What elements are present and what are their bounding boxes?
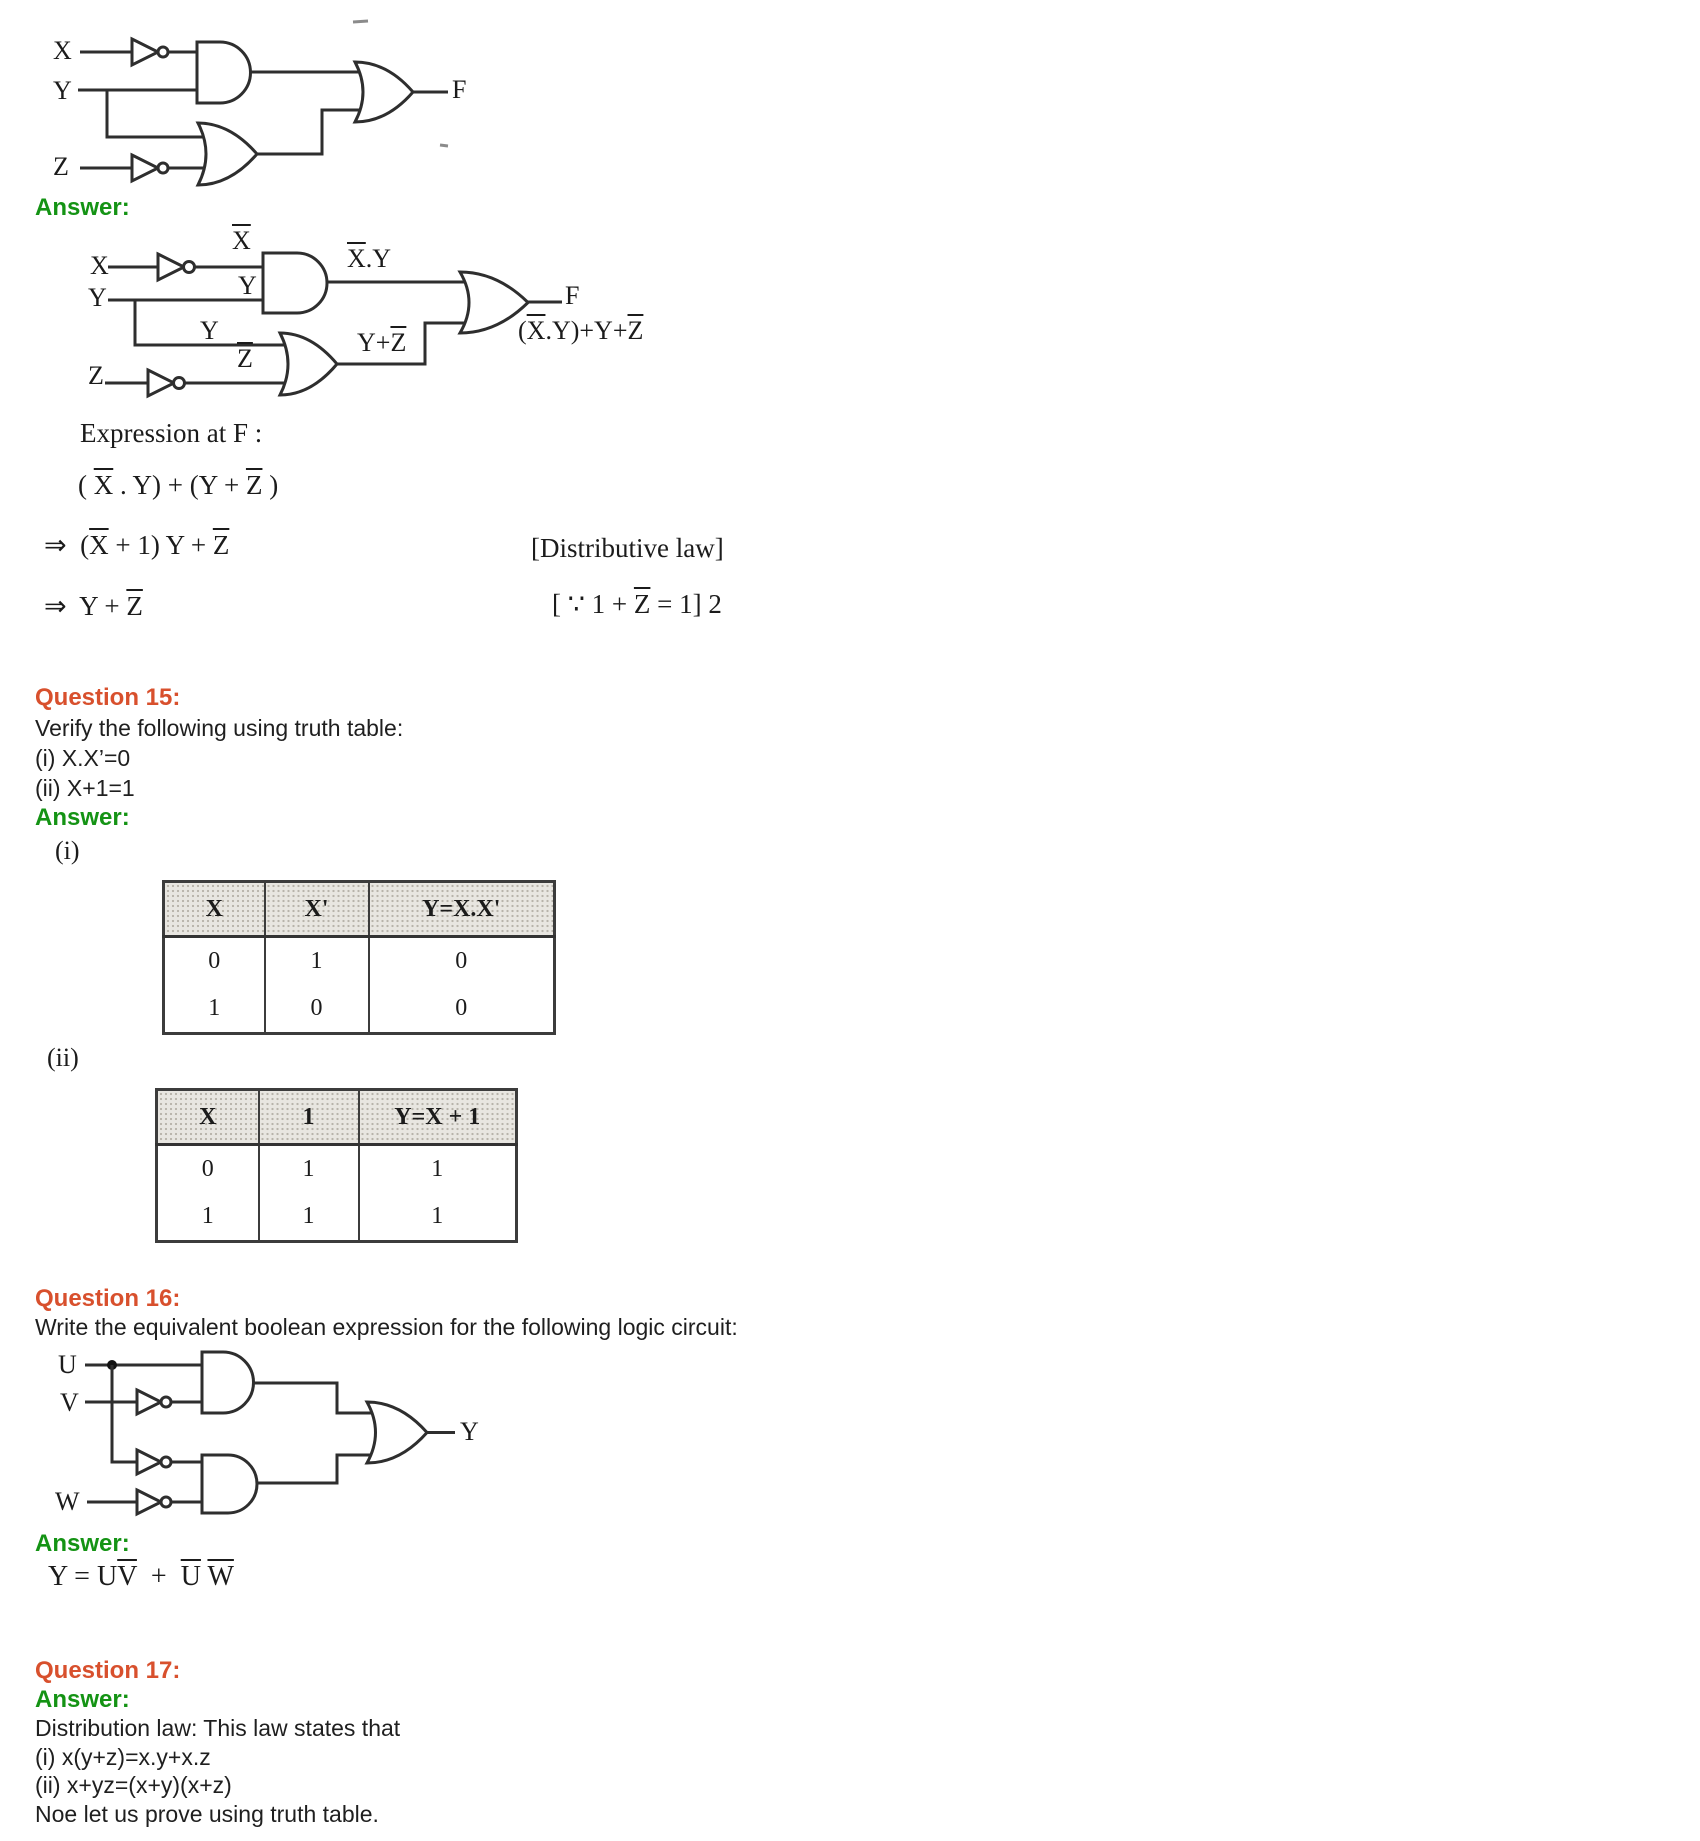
not-gate <box>137 1490 161 1514</box>
overlined-term: $\overline{X}$ <box>232 226 251 255</box>
overlined-term: $\overline{W}$ <box>207 1561 234 1592</box>
wire-and2-out <box>257 1455 382 1483</box>
q17-body-line: Noe let us prove using truth table. <box>35 1800 379 1827</box>
label-y-branch: Y <box>200 316 219 345</box>
question-16-heading: Question 16: <box>35 1285 181 1312</box>
overlined-term: $\overline{Z}$ <box>237 344 253 373</box>
truth-table-x-plus-1 <box>155 1088 518 1243</box>
term: = 1] 2 <box>650 589 722 619</box>
overlined-term: $\overline{Z}$ <box>212 530 230 560</box>
overlined-term: $\overline{Z}$ <box>390 328 407 357</box>
table-cell: 1 <box>259 1145 359 1194</box>
label-and-output <box>347 244 391 274</box>
overlined-term: $\overline{X}$ <box>89 530 109 560</box>
not-gate <box>132 39 158 65</box>
column-header: X <box>157 1090 259 1145</box>
table-cell: 0 <box>164 937 265 986</box>
answer-heading: Answer: <box>35 1530 130 1557</box>
term: ⇒ Y + <box>44 591 127 621</box>
term: ( <box>518 316 527 345</box>
output-label-f: F <box>565 281 580 310</box>
logic-circuit-solved <box>80 225 700 410</box>
scan-artifact <box>440 145 448 146</box>
part-ii-label: (ii) <box>47 1043 79 1072</box>
table-row <box>157 1145 517 1194</box>
table-cell: 1 <box>431 1203 444 1229</box>
input-label-z: Z <box>53 152 69 181</box>
table-header-row <box>164 882 555 937</box>
term: .Y <box>365 244 392 273</box>
logic-circuit-q16 <box>50 1345 490 1523</box>
question-16-block <box>35 1285 738 1341</box>
label-y-upper: Y <box>238 271 257 300</box>
q17-body-line: (ii) x+yz=(x+y)(x+z) <box>35 1772 232 1798</box>
not-gate <box>132 155 158 181</box>
and-gate <box>197 42 250 103</box>
input-label-w: W <box>55 1487 80 1516</box>
not-bubble <box>161 1397 171 1407</box>
input-label-x: X <box>90 251 109 280</box>
expression-line-2-note: [Distributive law] <box>531 533 724 563</box>
input-label-y: Y <box>53 76 72 105</box>
wire-u-branch <box>112 1365 202 1462</box>
table-cell: 0 <box>455 948 468 974</box>
overlined-term: $\overline{V}$ <box>117 1561 137 1592</box>
not-bubble <box>158 47 168 57</box>
expression-line-3 <box>44 591 143 622</box>
scan-artifact <box>353 21 368 22</box>
logic-circuit-given <box>40 8 480 193</box>
expression-title: Expression at F : <box>80 418 263 448</box>
part-i-label: (i) <box>55 836 80 865</box>
term: Y = U <box>48 1561 118 1592</box>
q16-body-line: Write the equivalent boolean expression for the following logic circuit: <box>35 1314 738 1340</box>
table-cell: 0 <box>265 985 369 1034</box>
term: .Y)+Y+ <box>545 316 628 345</box>
and-gate <box>202 1352 254 1413</box>
overlined-term: $\overline{X}$ <box>347 244 366 273</box>
table-cell: 1 <box>157 1193 259 1242</box>
label-or-output <box>357 328 406 358</box>
truth-table-x-xprime <box>162 880 556 1035</box>
and-gate <box>202 1455 257 1513</box>
column-header: 1 <box>259 1090 359 1145</box>
column-header: X' <box>265 882 369 937</box>
or-gate <box>198 123 257 185</box>
answer-heading: Answer: <box>35 194 130 221</box>
not-gate <box>137 1450 161 1474</box>
table-cell: 0 <box>157 1145 259 1194</box>
term: + 1) Y + <box>108 530 213 560</box>
label-x-bar <box>232 226 251 256</box>
label-final-expression <box>518 316 643 346</box>
input-label-u: U <box>58 1350 77 1379</box>
wire-and1-out <box>253 1383 382 1413</box>
output-label-y: Y <box>460 1417 479 1446</box>
overlined-term: $\overline{Z}$ <box>126 591 143 621</box>
overlined-term: $\overline{X}$ <box>93 470 114 500</box>
input-label-z: Z <box>88 361 104 390</box>
overlined-term: $\overline{Z}$ <box>245 470 263 500</box>
overlined-term: $\overline{U}$ <box>180 1561 201 1592</box>
column-header: Y=X.X' <box>369 882 555 937</box>
question-15-heading: Question 15: <box>35 684 181 711</box>
term: [ ∵ 1 + <box>552 589 634 619</box>
expression-line-1 <box>78 470 278 501</box>
term: . Y) + (Y + <box>113 470 246 500</box>
or-gate <box>367 1402 427 1463</box>
label-z-bar <box>237 344 253 374</box>
wire-y-branch <box>107 90 210 137</box>
term: ) <box>262 470 279 500</box>
not-gate <box>148 370 174 396</box>
circuit-drawing <box>50 1345 490 1523</box>
output-label-f: F <box>452 75 467 104</box>
table-cell: 1 <box>259 1193 359 1242</box>
input-label-x: X <box>53 36 72 65</box>
overlined-term: $\overline{Z}$ <box>627 316 644 345</box>
answer-heading: Answer: <box>35 804 130 831</box>
or-gate <box>355 62 413 122</box>
not-bubble <box>158 163 168 173</box>
table-row <box>164 985 555 1034</box>
table-cell: 0 <box>455 995 468 1021</box>
term: Y+ <box>357 328 391 357</box>
term: ( <box>78 470 94 500</box>
column-header: X <box>164 882 265 937</box>
table-cell: 1 <box>164 985 265 1034</box>
input-label-v: V <box>60 1388 79 1417</box>
q17-body-line: Distribution law: This law states that <box>35 1715 401 1741</box>
not-bubble <box>184 262 195 273</box>
table-cell: 1 <box>265 937 369 986</box>
table-row <box>164 937 555 986</box>
table-header-row <box>157 1090 517 1145</box>
table-row <box>157 1193 517 1242</box>
not-gate <box>158 254 184 280</box>
question-17-heading: Question 17: <box>35 1657 181 1684</box>
not-gate <box>137 1390 161 1414</box>
table-cell: 1 <box>431 1156 444 1182</box>
expression-line-2 <box>44 530 229 561</box>
and-gate <box>263 253 327 313</box>
overlined-term: $\overline{X}$ <box>526 316 546 345</box>
input-label-y: Y <box>88 283 107 312</box>
not-bubble <box>161 1497 171 1507</box>
not-bubble <box>161 1457 171 1467</box>
or-gate <box>280 333 337 395</box>
wire-or1-out <box>257 110 370 154</box>
not-bubble <box>174 378 185 389</box>
q16-result-expression <box>48 1561 234 1593</box>
expression-line-3-note <box>552 589 722 620</box>
term: + <box>136 1561 181 1592</box>
question-17-block <box>35 1656 400 1828</box>
column-header: Y=X + 1 <box>359 1090 517 1145</box>
q15-body-line: (ii) X+1=1 <box>35 775 135 801</box>
q17-body-line: (i) x(y+z)=x.y+x.z <box>35 1743 211 1770</box>
q15-body-line: Verify the following using truth table: <box>35 715 404 741</box>
overlined-term: $\overline{Z}$ <box>633 589 651 619</box>
term: ⇒ ( <box>44 530 90 560</box>
question-15-block <box>35 683 403 833</box>
q15-body-line: (i) X.X’=0 <box>35 745 131 771</box>
answer-heading: Answer: <box>35 1686 130 1713</box>
